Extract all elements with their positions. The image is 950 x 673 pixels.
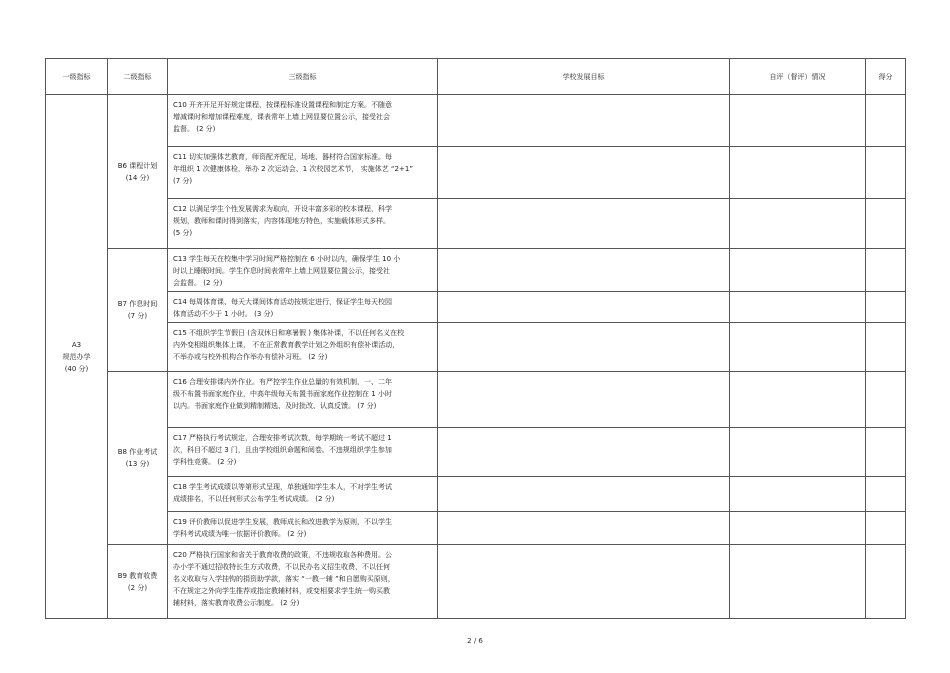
- score-cell: [866, 372, 906, 428]
- self-evaluation-cell: [730, 147, 866, 199]
- school-goal-cell: [438, 323, 730, 372]
- header-level1: 一级指标: [46, 59, 108, 95]
- score-cell: [866, 512, 906, 545]
- level2-cell: [108, 545, 168, 619]
- evaluation-table: [45, 58, 906, 619]
- level2-cell: [108, 249, 168, 372]
- level3-item: C14 每周体育课、每天大课间体育活动按规定进行，保证学生每天校园 体育活动不少于 1 小时。 (3 分): [168, 292, 438, 323]
- school-goal-cell: [438, 545, 730, 619]
- self-evaluation-cell: [730, 292, 866, 323]
- header-school-goal: 学校发展目标: [438, 59, 730, 95]
- level2-score: (2 分): [127, 583, 148, 592]
- school-goal-cell: [438, 477, 730, 512]
- header-level2: 二级指标: [108, 59, 168, 95]
- school-goal-cell: [438, 372, 730, 428]
- school-goal-cell: [438, 147, 730, 199]
- page-number: 2 / 6: [467, 637, 483, 645]
- header-score: 得分: [866, 59, 906, 95]
- level3-item: C17 严格执行考试规定，合理安排考试次数，每学期统一考试不超过 1 次，科目不超过 3 门，且由学校组织命题和阅卷。不违规组织学生参加 学科性竞赛。 (2 分): [168, 428, 438, 477]
- level1-score: (40 分): [64, 364, 89, 373]
- score-cell: [866, 323, 906, 372]
- level3-item: C13 学生每天在校集中学习时间严格控制在 6 小时以内，确保学生 10 小 时以上睡眠时间。学生作息时间表常年上墙上网显要位置公示，接受社 会监督。 (2 分): [168, 249, 438, 292]
- score-cell: [866, 249, 906, 292]
- table-row: [46, 428, 906, 477]
- table-row: [46, 199, 906, 249]
- school-goal-cell: [438, 199, 730, 249]
- level3-item: C12 以满足学生个性发展需求为取向，开设丰富多彩的校本课程，科学 规划，教师和课时得到落实，内容体现地方特色，实施载体形式多样。 (5 分): [168, 199, 438, 249]
- school-goal-cell: [438, 428, 730, 477]
- level3-item: C11 切实加强体艺教育，师资配齐配足，场地、器材符合国家标准。每 年组织 1 次健康体检，举办 2 次运动会、1 次校园艺术节， 实施体艺 “2+1” (7 分): [168, 147, 438, 199]
- self-evaluation-cell: [730, 95, 866, 147]
- header-row: [46, 59, 906, 95]
- level1-code: A3: [71, 340, 82, 349]
- level2-code: B8 作业考试: [117, 448, 158, 456]
- score-cell: [866, 428, 906, 477]
- level2-cell: [108, 95, 168, 249]
- score-cell: [866, 199, 906, 249]
- table-row: [46, 512, 906, 545]
- table-row: [46, 545, 906, 619]
- score-cell: [866, 292, 906, 323]
- school-goal-cell: [438, 95, 730, 147]
- table-row: [46, 292, 906, 323]
- self-evaluation-cell: [730, 372, 866, 428]
- level3-item: C19 评价教师以促进学生发展，教师成长和改进教学为原则，不以学生 学科考试成绩为唯一依据评价教师。 (2 分): [168, 512, 438, 545]
- header-level3: 三级指标: [168, 59, 438, 95]
- school-goal-cell: [438, 249, 730, 292]
- level3-item: C15 不组织学生节假日 (含双休日和寒暑假 ) 集体补课，不以任何名义在校 内外变相组织集体上课， 不在正常教育教学计划之外组织有偿补课活动， 不举办或与校外机构合作举办有偿补习班。 (2 分): [168, 323, 438, 372]
- level2-code: B7 作息时间: [117, 300, 158, 308]
- header-self-evaluation: 自评（督评）情况: [730, 59, 866, 95]
- self-evaluation-cell: [730, 512, 866, 545]
- self-evaluation-cell: [730, 545, 866, 619]
- level2-score: (7 分): [127, 312, 148, 320]
- level3-item: C10 开齐开足开好规定课程，按课程标准设置课程和制定方案。不随意 增减课时和增加课程难度，课表常年上墙上网显要位置公示，接受社会 监督。 (2 分): [168, 95, 438, 147]
- level2-cell: [108, 372, 168, 545]
- table-row: [46, 477, 906, 512]
- level3-item: C16 合理安排课内外作业。有严控学生作业总量的有效机制，一、二年 级不布置书面家庭作业，中高年级每天布置书面家庭作业控制在 1 小时 以内。书面家庭作业做到精制精选、及时批改、认真反馈。 (7 分): [168, 372, 438, 428]
- level1-name: 规范办学: [62, 352, 91, 361]
- score-cell: [866, 477, 906, 512]
- score-cell: [866, 95, 906, 147]
- self-evaluation-cell: [730, 428, 866, 477]
- table-row: [46, 249, 906, 292]
- table-row: [46, 323, 906, 372]
- level1-cell: [46, 95, 108, 619]
- level2-code: B9 教育收费: [117, 571, 158, 580]
- self-evaluation-cell: [730, 477, 866, 512]
- score-cell: [866, 147, 906, 199]
- self-evaluation-cell: [730, 199, 866, 249]
- level3-item: C20 严格执行国家和省关于教育收费的政策，不违规收取各种费用。公 办小学不通过招收特长生方式收费，不以民办名义招生收费，不以任何 名义收取与入学挂钩的捐资助学款，落实 “一教一辅 ”和自愿购买原则， 不在规定之外向学生推荐或指定教辅材料，或变相要求学生统一购买教 辅材料，落实教育收费公示制度。 (2 分): [168, 545, 438, 619]
- level2-score: (14 分): [125, 173, 150, 182]
- score-cell: [866, 545, 906, 619]
- level3-item: C18 学生考试成绩以等第形式呈现，单独通知学生本人，不对学生考试 成绩排名，不以任何形式公布学生考试成绩。 (2 分): [168, 477, 438, 512]
- school-goal-cell: [438, 512, 730, 545]
- school-goal-cell: [438, 292, 730, 323]
- level2-code: B6 课程计划: [117, 161, 158, 170]
- level2-score: (13 分): [125, 460, 150, 468]
- table-row: [46, 95, 906, 147]
- table-row: [46, 372, 906, 428]
- self-evaluation-cell: [730, 323, 866, 372]
- table-row: [46, 147, 906, 199]
- self-evaluation-cell: [730, 249, 866, 292]
